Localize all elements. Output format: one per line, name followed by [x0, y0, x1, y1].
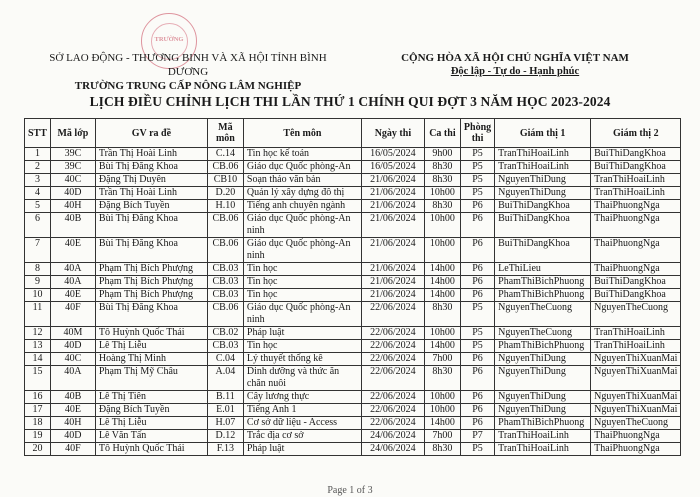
table-row: [25, 289, 681, 302]
cell-col-stt: 8: [25, 263, 51, 276]
cell-col-proctor-1: NguyenThiDung: [495, 353, 591, 366]
nation-name: CỘNG HÒA XÃ HỘI CHỦ NGHĨA VIỆT NAM: [401, 52, 629, 64]
motto-text: Độc lập - Tự do - Hạnh phúc: [450, 66, 580, 77]
cell-col-subject-name: Giáo dục Quốc phòng-An: [243, 161, 361, 174]
cell-col-proctor-2: ThaiPhuongNga: [591, 238, 681, 263]
cell-col-room: P5: [460, 302, 494, 327]
cell-col-room: P5: [460, 443, 494, 456]
cell-col-subject-code: CB.03: [207, 263, 243, 276]
cell-col-proctor-1: PhamThiBichPhuong: [495, 340, 591, 353]
header-col-subject-name: Tên môn: [243, 119, 361, 148]
cell-col-proctor-1: NguyenTheCuong: [495, 327, 591, 340]
cell-col-teacher: Lê Thị Tiên: [95, 391, 207, 404]
cell-col-stt: 3: [25, 174, 51, 187]
cell-col-exam-date: 21/06/2024: [361, 174, 424, 187]
table-row: [25, 302, 681, 327]
cell-col-subject-name: Tin học kế toán: [243, 148, 361, 161]
cell-col-subject-code: E.01: [207, 404, 243, 417]
cell-col-proctor-2: TranThiHoaiLinh: [591, 327, 681, 340]
header-col-room: Phòng thi: [460, 119, 494, 148]
cell-col-stt: 10: [25, 289, 51, 302]
cell-col-room: P5: [460, 340, 494, 353]
cell-col-proctor-1: NguyenThiDung: [495, 174, 591, 187]
cell-col-proctor-1: BuiThiDangKhoa: [495, 213, 591, 238]
cell-col-subject-code: CB.06: [207, 213, 243, 238]
cell-col-teacher: Phạm Thị Bích Phượng: [95, 289, 207, 302]
cell-col-subject-name: Tiếng anh chuyên ngành: [243, 200, 361, 213]
cell-col-room: P5: [460, 327, 494, 340]
cell-col-shift: 8h30: [424, 174, 460, 187]
cell-col-proctor-2: TranThiHoaiLinh: [591, 340, 681, 353]
table-row: [25, 340, 681, 353]
cell-col-proctor-2: ThaiPhuongNga: [591, 430, 681, 443]
cell-col-exam-date: 21/06/2024: [361, 263, 424, 276]
cell-col-room: P5: [460, 174, 494, 187]
table-row: [25, 430, 681, 443]
table-row: [25, 200, 681, 213]
cell-col-class-code: 40D: [50, 187, 95, 200]
cell-col-shift: 14h00: [424, 340, 460, 353]
cell-col-subject-name: Lý thuyết thống kê: [243, 353, 361, 366]
cell-col-subject-name: Pháp luật: [243, 443, 361, 456]
cell-col-exam-date: 21/06/2024: [361, 187, 424, 200]
cell-col-shift: 8h30: [424, 200, 460, 213]
cell-col-teacher: Hoàng Thị Minh: [95, 353, 207, 366]
header-right: [370, 51, 660, 79]
cell-col-stt: 18: [25, 417, 51, 430]
cell-col-subject-name: Giáo dục Quốc phòng-An ninh: [243, 213, 361, 238]
table-row: [25, 263, 681, 276]
cell-col-subject-code: CB.06: [207, 238, 243, 263]
cell-col-teacher: Bùi Thị Đăng Khoa: [95, 161, 207, 174]
table-row: [25, 276, 681, 289]
cell-col-teacher: Tô Huỳnh Quốc Thái: [95, 327, 207, 340]
cell-col-exam-date: 22/06/2024: [361, 353, 424, 366]
cell-col-shift: 14h00: [424, 289, 460, 302]
cell-col-proctor-1: TranThiHoaiLinh: [495, 161, 591, 174]
cell-col-shift: 14h00: [424, 417, 460, 430]
cell-col-subject-name: Giáo dục Quốc phòng-An ninh: [243, 238, 361, 263]
cell-col-exam-date: 24/06/2024: [361, 430, 424, 443]
cell-col-teacher: Đặng Bích Tuyền: [95, 404, 207, 417]
document-title: LỊCH ĐIỀU CHỈNH LỊCH THI LẦN THỨ 1 CHÍNH QUI ĐỢT 3 NĂM HỌC 2023-2024: [89, 94, 611, 109]
cell-col-teacher: Tô Huỳnh Quốc Thái: [95, 443, 207, 456]
cell-col-stt: 11: [25, 302, 51, 327]
header-col-proctor-1: Giám thị 1: [495, 119, 591, 148]
cell-col-subject-name: Tiếng Anh 1: [243, 404, 361, 417]
cell-col-subject-name: Trắc địa cơ sở: [243, 430, 361, 443]
cell-col-teacher: Lê Văn Tấn: [95, 430, 207, 443]
cell-col-room: P5: [460, 148, 494, 161]
cell-col-exam-date: 21/06/2024: [361, 276, 424, 289]
cell-col-proctor-1: PhamThiBichPhuong: [495, 289, 591, 302]
cell-col-proctor-2: BuiThiDangKhoa: [591, 161, 681, 174]
cell-col-class-code: 40M: [50, 327, 95, 340]
cell-col-class-code: 40C: [50, 174, 95, 187]
table-row: [25, 161, 681, 174]
header-col-class-code: Mã lớp: [50, 119, 95, 148]
cell-col-room: P6: [460, 366, 494, 391]
cell-col-room: P5: [460, 187, 494, 200]
cell-col-class-code: 40B: [50, 213, 95, 238]
cell-col-room: P6: [460, 353, 494, 366]
cell-col-subject-code: CB.03: [207, 276, 243, 289]
cell-col-teacher: Trần Thị Hoài Linh: [95, 187, 207, 200]
cell-col-shift: 7h00: [424, 430, 460, 443]
cell-col-stt: 19: [25, 430, 51, 443]
cell-col-class-code: 40C: [50, 353, 95, 366]
cell-col-exam-date: 21/06/2024: [361, 213, 424, 238]
page-number: Page 1 of 3: [327, 485, 373, 496]
cell-col-subject-code: F.13: [207, 443, 243, 456]
cell-col-shift: 9h00: [424, 148, 460, 161]
table-row: [25, 404, 681, 417]
table-row: [25, 443, 681, 456]
cell-col-class-code: 40A: [50, 366, 95, 391]
cell-col-subject-code: C.04: [207, 353, 243, 366]
ministry-name: SỞ LAO ĐỘNG - THƯƠNG BINH VÀ XÃ HỘI TỈNH BÌNH DƯƠNG: [49, 52, 327, 78]
cell-col-subject-code: A.04: [207, 366, 243, 391]
cell-col-stt: 13: [25, 340, 51, 353]
cell-col-subject-name: Cơ sở dữ liệu - Access: [243, 417, 361, 430]
table-row: [25, 174, 681, 187]
cell-col-teacher: Bùi Thị Đăng Khoa: [95, 213, 207, 238]
cell-col-subject-code: CB.02: [207, 327, 243, 340]
table-row: [25, 366, 681, 391]
cell-col-exam-date: 22/06/2024: [361, 340, 424, 353]
cell-col-subject-code: CB.06: [207, 161, 243, 174]
cell-col-subject-code: D.20: [207, 187, 243, 200]
cell-col-proctor-2: NguyenTheCuong: [591, 302, 681, 327]
cell-col-subject-name: Tin học: [243, 276, 361, 289]
cell-col-exam-date: 16/05/2024: [361, 161, 424, 174]
cell-col-proctor-1: NguyenThiDung: [495, 404, 591, 417]
cell-col-shift: 8h30: [424, 161, 460, 174]
cell-col-subject-name: Giáo dục Quốc phòng-An ninh: [243, 302, 361, 327]
cell-col-proctor-2: TranThiHoaiLinh: [591, 174, 681, 187]
cell-col-class-code: 40B: [50, 391, 95, 404]
cell-col-shift: 8h30: [424, 443, 460, 456]
cell-col-subject-code: CB.03: [207, 340, 243, 353]
cell-col-class-code: 40E: [50, 238, 95, 263]
cell-col-class-code: 39C: [50, 161, 95, 174]
cell-col-exam-date: 22/06/2024: [361, 391, 424, 404]
cell-col-proctor-1: TranThiHoaiLinh: [495, 443, 591, 456]
cell-col-proctor-1: TranThiHoaiLinh: [495, 148, 591, 161]
cell-col-proctor-2: ThaiPhuongNga: [591, 200, 681, 213]
cell-col-class-code: 40F: [50, 443, 95, 456]
header-col-subject-code: Mã môn: [207, 119, 243, 148]
cell-col-shift: 10h00: [424, 238, 460, 263]
cell-col-subject-code: B.11: [207, 391, 243, 404]
cell-col-proctor-1: PhamThiBichPhuong: [495, 276, 591, 289]
table-row: [25, 391, 681, 404]
cell-col-room: P7: [460, 430, 494, 443]
header-col-stt: STT: [25, 119, 51, 148]
cell-col-room: P6: [460, 276, 494, 289]
cell-col-room: P6: [460, 417, 494, 430]
cell-col-proctor-1: BuiThiDangKhoa: [495, 200, 591, 213]
cell-col-subject-name: Dinh dưỡng và thức ăn chăn nuôi: [243, 366, 361, 391]
table-row: [25, 238, 681, 263]
header-left: [38, 51, 338, 93]
cell-col-exam-date: 22/06/2024: [361, 327, 424, 340]
cell-col-exam-date: 22/06/2024: [361, 302, 424, 327]
cell-col-subject-code: CB10: [207, 174, 243, 187]
cell-col-shift: 10h00: [424, 404, 460, 417]
cell-col-room: P6: [460, 213, 494, 238]
cell-col-teacher: Lê Thị Liễu: [95, 417, 207, 430]
cell-col-subject-name: Tin học: [243, 263, 361, 276]
cell-col-teacher: Bùi Thị Đăng Khoa: [95, 302, 207, 327]
cell-col-stt: 17: [25, 404, 51, 417]
cell-col-room: P5: [460, 161, 494, 174]
cell-col-proctor-2: BuiThiDangKhoa: [591, 276, 681, 289]
cell-col-stt: 15: [25, 366, 51, 391]
cell-col-shift: 10h00: [424, 187, 460, 200]
table-row: [25, 213, 681, 238]
cell-col-teacher: Bùi Thị Đăng Khoa: [95, 238, 207, 263]
cell-col-proctor-2: ThaiPhuongNga: [591, 263, 681, 276]
cell-col-proctor-2: NguyenThiXuanMai: [591, 353, 681, 366]
cell-col-shift: 8h30: [424, 302, 460, 327]
cell-col-shift: 14h00: [424, 263, 460, 276]
cell-col-proctor-1: NguyenThiDung: [495, 391, 591, 404]
cell-col-proctor-2: NguyenThiXuanMai: [591, 391, 681, 404]
cell-col-exam-date: 22/06/2024: [361, 404, 424, 417]
cell-col-room: P6: [460, 263, 494, 276]
cell-col-stt: 14: [25, 353, 51, 366]
cell-col-subject-code: D.12: [207, 430, 243, 443]
cell-col-subject-name: Soạn thảo văn bản: [243, 174, 361, 187]
school-name: TRƯỜNG TRUNG CẤP NÔNG LÂM NGHIỆP: [74, 80, 302, 92]
cell-col-subject-code: CB.06: [207, 302, 243, 327]
cell-col-class-code: 40H: [50, 200, 95, 213]
exam-schedule-table: [24, 118, 681, 456]
table-row: [25, 327, 681, 340]
cell-col-proctor-1: LeThiLieu: [495, 263, 591, 276]
cell-col-shift: 10h00: [424, 213, 460, 238]
cell-col-teacher: Trần Thị Hoài Linh: [95, 148, 207, 161]
cell-col-proctor-1: NguyenThiDung: [495, 187, 591, 200]
cell-col-teacher: Phạm Thị Mỹ Châu: [95, 366, 207, 391]
cell-col-room: P6: [460, 238, 494, 263]
cell-col-exam-date: 22/06/2024: [361, 417, 424, 430]
cell-col-subject-code: H.10: [207, 200, 243, 213]
cell-col-class-code: 40D: [50, 340, 95, 353]
cell-col-proctor-1: NguyenThiDung: [495, 366, 591, 391]
header-col-teacher: GV ra đề: [95, 119, 207, 148]
cell-col-class-code: 40A: [50, 276, 95, 289]
cell-col-shift: 14h00: [424, 276, 460, 289]
cell-col-stt: 4: [25, 187, 51, 200]
cell-col-stt: 7: [25, 238, 51, 263]
cell-col-exam-date: 22/06/2024: [361, 366, 424, 391]
cell-col-stt: 1: [25, 148, 51, 161]
header-col-exam-date: Ngày thi: [361, 119, 424, 148]
cell-col-room: P6: [460, 289, 494, 302]
cell-col-shift: 7h00: [424, 353, 460, 366]
cell-col-proctor-2: TranThiHoaiLinh: [591, 187, 681, 200]
cell-col-stt: 12: [25, 327, 51, 340]
header-col-shift: Ca thi: [424, 119, 460, 148]
cell-col-proctor-1: NguyenTheCuong: [495, 302, 591, 327]
cell-col-subject-name: Cây lương thực: [243, 391, 361, 404]
cell-col-subject-code: CB.03: [207, 289, 243, 302]
cell-col-proctor-1: TranThiHoaiLinh: [495, 430, 591, 443]
cell-col-exam-date: 24/06/2024: [361, 443, 424, 456]
cell-col-proctor-2: ThaiPhuongNga: [591, 443, 681, 456]
cell-col-shift: 10h00: [424, 391, 460, 404]
cell-col-proctor-2: NguyenThiXuanMai: [591, 366, 681, 391]
cell-col-teacher: Phạm Thị Bích Phượng: [95, 276, 207, 289]
cell-col-class-code: 39C: [50, 148, 95, 161]
stamp-text: TRƯỜNG: [154, 36, 184, 43]
cell-col-exam-date: 21/06/2024: [361, 238, 424, 263]
cell-col-proctor-2: BuiThiDangKhoa: [591, 148, 681, 161]
cell-col-shift: 8h30: [424, 366, 460, 391]
cell-col-subject-code: C.14: [207, 148, 243, 161]
cell-col-subject-name: Pháp luật: [243, 327, 361, 340]
cell-col-exam-date: 16/05/2024: [361, 148, 424, 161]
cell-col-exam-date: 21/06/2024: [361, 289, 424, 302]
cell-col-proctor-1: PhamThiBichPhuong: [495, 417, 591, 430]
cell-col-exam-date: 21/06/2024: [361, 200, 424, 213]
cell-col-stt: 20: [25, 443, 51, 456]
cell-col-class-code: 40D: [50, 430, 95, 443]
cell-col-teacher: Lê Thị Liễu: [95, 340, 207, 353]
table-row: [25, 417, 681, 430]
table-row: [25, 353, 681, 366]
table-row: [25, 148, 681, 161]
cell-col-room: P6: [460, 391, 494, 404]
cell-col-subject-code: H.07: [207, 417, 243, 430]
cell-col-shift: 10h00: [424, 327, 460, 340]
cell-col-proctor-2: BuiThiDangKhoa: [591, 289, 681, 302]
cell-col-room: P6: [460, 200, 494, 213]
cell-col-proctor-2: NguyenTheCuong: [591, 417, 681, 430]
motto: [370, 65, 660, 79]
cell-col-class-code: 40E: [50, 404, 95, 417]
cell-col-proctor-2: NguyenThiXuanMai: [591, 404, 681, 417]
cell-col-subject-name: Tin học: [243, 289, 361, 302]
cell-col-subject-name: Tin học: [243, 340, 361, 353]
header-col-proctor-2: Giám thị 2: [591, 119, 681, 148]
table-row: [25, 187, 681, 200]
cell-col-stt: 6: [25, 213, 51, 238]
cell-col-proctor-2: ThaiPhuongNga: [591, 213, 681, 238]
cell-col-teacher: Đặng Thị Duyên: [95, 174, 207, 187]
cell-col-class-code: 40F: [50, 302, 95, 327]
cell-col-room: P6: [460, 404, 494, 417]
cell-col-stt: 2: [25, 161, 51, 174]
cell-col-teacher: Đặng Bích Tuyền: [95, 200, 207, 213]
cell-col-stt: 9: [25, 276, 51, 289]
cell-col-teacher: Phạm Thị Bích Phượng: [95, 263, 207, 276]
table-header-row: [25, 119, 681, 148]
cell-col-class-code: 40A: [50, 263, 95, 276]
cell-col-class-code: 40H: [50, 417, 95, 430]
cell-col-stt: 16: [25, 391, 51, 404]
cell-col-class-code: 40E: [50, 289, 95, 302]
cell-col-proctor-1: BuiThiDangKhoa: [495, 238, 591, 263]
cell-col-stt: 5: [25, 200, 51, 213]
cell-col-subject-name: Quản lý xây dựng đô thị: [243, 187, 361, 200]
